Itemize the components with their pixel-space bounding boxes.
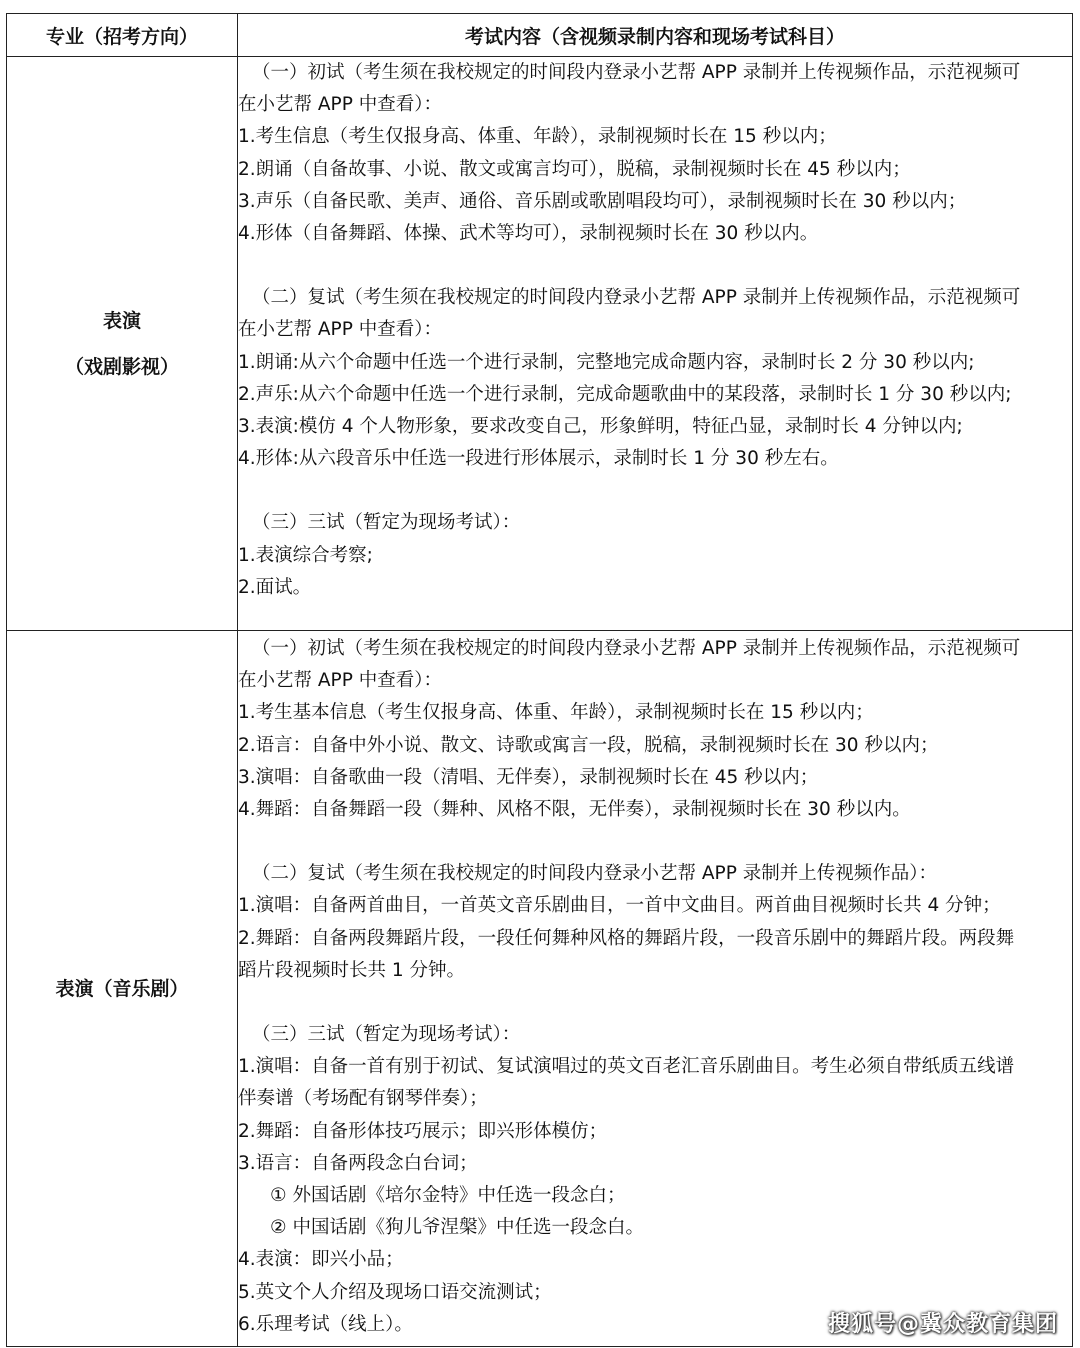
spacer xyxy=(238,987,1072,1019)
content-line: 在小艺帮 APP 中查看）： xyxy=(238,319,442,341)
content-line: 3.演唱：自备歌曲一段（清唱、无伴奏），录制视频时长在 45 秒以内； xyxy=(238,766,819,788)
spacer xyxy=(238,826,1072,858)
content-cell-drama xyxy=(238,57,1073,631)
content-line: 5.英文个人介绍及现场口语交流测试； xyxy=(238,1281,552,1303)
major-title: 表演 xyxy=(102,309,141,332)
table-row-drama xyxy=(7,57,1073,631)
content-line: 4.形体:从六段音乐中任选一段进行形体展示，录制时长 1 分 30 秒左右。 xyxy=(238,448,839,470)
header-major: 专业（招考方向） xyxy=(7,14,238,57)
spacer xyxy=(238,475,1072,507)
exam-table xyxy=(6,13,1073,1347)
content-line: 1.演唱：自备两首曲目，一首英文音乐剧曲目，一首中文曲目。两首曲目视频时长共 4 分钟； xyxy=(238,895,1001,917)
content-line: 在小艺帮 APP 中查看）： xyxy=(238,94,442,116)
watermark: 搜狐号@冀众教育集团 xyxy=(827,1312,1058,1337)
content-line: 伴奏谱（考场配有钢琴伴奏）； xyxy=(238,1088,488,1110)
content-cell-musical xyxy=(238,631,1073,1347)
content-line: 2.面试。 xyxy=(238,576,312,598)
header-content: 考试内容（含视频录制内容和现场考试科目） xyxy=(238,14,1073,57)
content-line: ② 中国话剧《狗儿爷涅槃》中任选一段念白。 xyxy=(270,1217,644,1239)
content-line: 2.舞蹈：自备形体技巧展示；即兴形体模仿； xyxy=(238,1120,608,1142)
content-line: 4.表演：即兴小品； xyxy=(238,1249,404,1271)
content-line: 4.舞蹈：自备舞蹈一段（舞种、风格不限，无伴奏），录制视频时长在 30 秒以内。 xyxy=(238,799,911,821)
content-line: 蹈片段视频时长共 1 分钟。 xyxy=(238,959,466,981)
table-row-musical xyxy=(7,631,1073,1347)
content-line: 1.考生信息（考生仅报身高、体重、年龄），录制视频时长在 15 秒以内； xyxy=(238,126,837,148)
major-title: 表演（音乐剧） xyxy=(55,977,189,1000)
content-line: 1.演唱：自备一首有别于初试、复试演唱过的英文百老汇音乐剧曲目。考生必须自带纸质五线谱 xyxy=(238,1056,1015,1078)
content-line: 2.声乐:从六个命题中任选一个进行录制，完成命题歌曲中的某段落，录制时长 1 分 30 秒以内; xyxy=(238,383,1012,405)
table-header-row xyxy=(7,14,1073,57)
content-line: 2.语言：自备中外小说、散文、诗歌或寓言一段，脱稿，录制视频时长在 30 秒以内； xyxy=(238,734,939,756)
content-line: （二）复试（考生须在我校规定的时间段内登录小艺帮 APP 录制并上传视频作品）： xyxy=(252,863,937,885)
content-line: 1.考生基本信息（考生仅报身高、体重、年龄），录制视频时长在 15 秒以内； xyxy=(238,702,874,724)
content-line: 6.乐理考试（线上）。 xyxy=(238,1313,413,1335)
content-line: 3.表演:模仿 4 个人物形象，要求改变自己，形象鲜明，特征凸显，录制时长 4 分钟以内; xyxy=(238,416,963,438)
content-line: （二）复试（考生须在我校规定的时间段内登录小艺帮 APP 录制并上传视频作品，示范视频可 xyxy=(252,287,1021,309)
content-line: 1.表演综合考察; xyxy=(238,544,373,566)
content-line: 1.朗诵:从六个命题中任选一个进行录制，完整地完成命题内容，录制时长 2 分 30 秒以内; xyxy=(238,351,975,373)
content-line: （一）初试（考生须在我校规定的时间段内登录小艺帮 APP 录制并上传视频作品，示范视频可 xyxy=(252,62,1021,83)
spacer xyxy=(238,250,1072,282)
content-line: 3.声乐（自备民歌、美声、通俗、音乐剧或歌剧唱段均可），录制视频时长在 30 秒以内； xyxy=(238,190,967,212)
content-line: （三）三试（暂定为现场考试）： xyxy=(252,1024,521,1046)
content-line: 在小艺帮 APP 中查看）： xyxy=(238,670,442,692)
content-line: 3.语言：自备两段念白台词； xyxy=(238,1152,478,1174)
major-subtitle: （戏剧影视） xyxy=(64,355,179,378)
content-line: 2.朗诵（自备故事、小说、散文或寓言均可），脱稿，录制视频时长在 45 秒以内； xyxy=(238,158,911,180)
content-line: 4.形体（自备舞蹈、体操、武术等均可），录制视频时长在 30 秒以内。 xyxy=(238,223,819,245)
content-line: 2.舞蹈：自备两段舞蹈片段，一段任何舞种风格的舞蹈片段，一段音乐剧中的舞蹈片段。两段舞 xyxy=(238,927,1015,949)
content-line: ① 外国话剧《培尔金特》中任选一段念白； xyxy=(270,1185,626,1207)
content-line: （一）初试（考生须在我校规定的时间段内登录小艺帮 APP 录制并上传视频作品，示范视频可 xyxy=(252,638,1021,659)
content-line: （三）三试（暂定为现场考试）： xyxy=(252,512,521,534)
major-cell-musical xyxy=(7,631,238,1347)
major-cell-drama xyxy=(7,57,238,631)
